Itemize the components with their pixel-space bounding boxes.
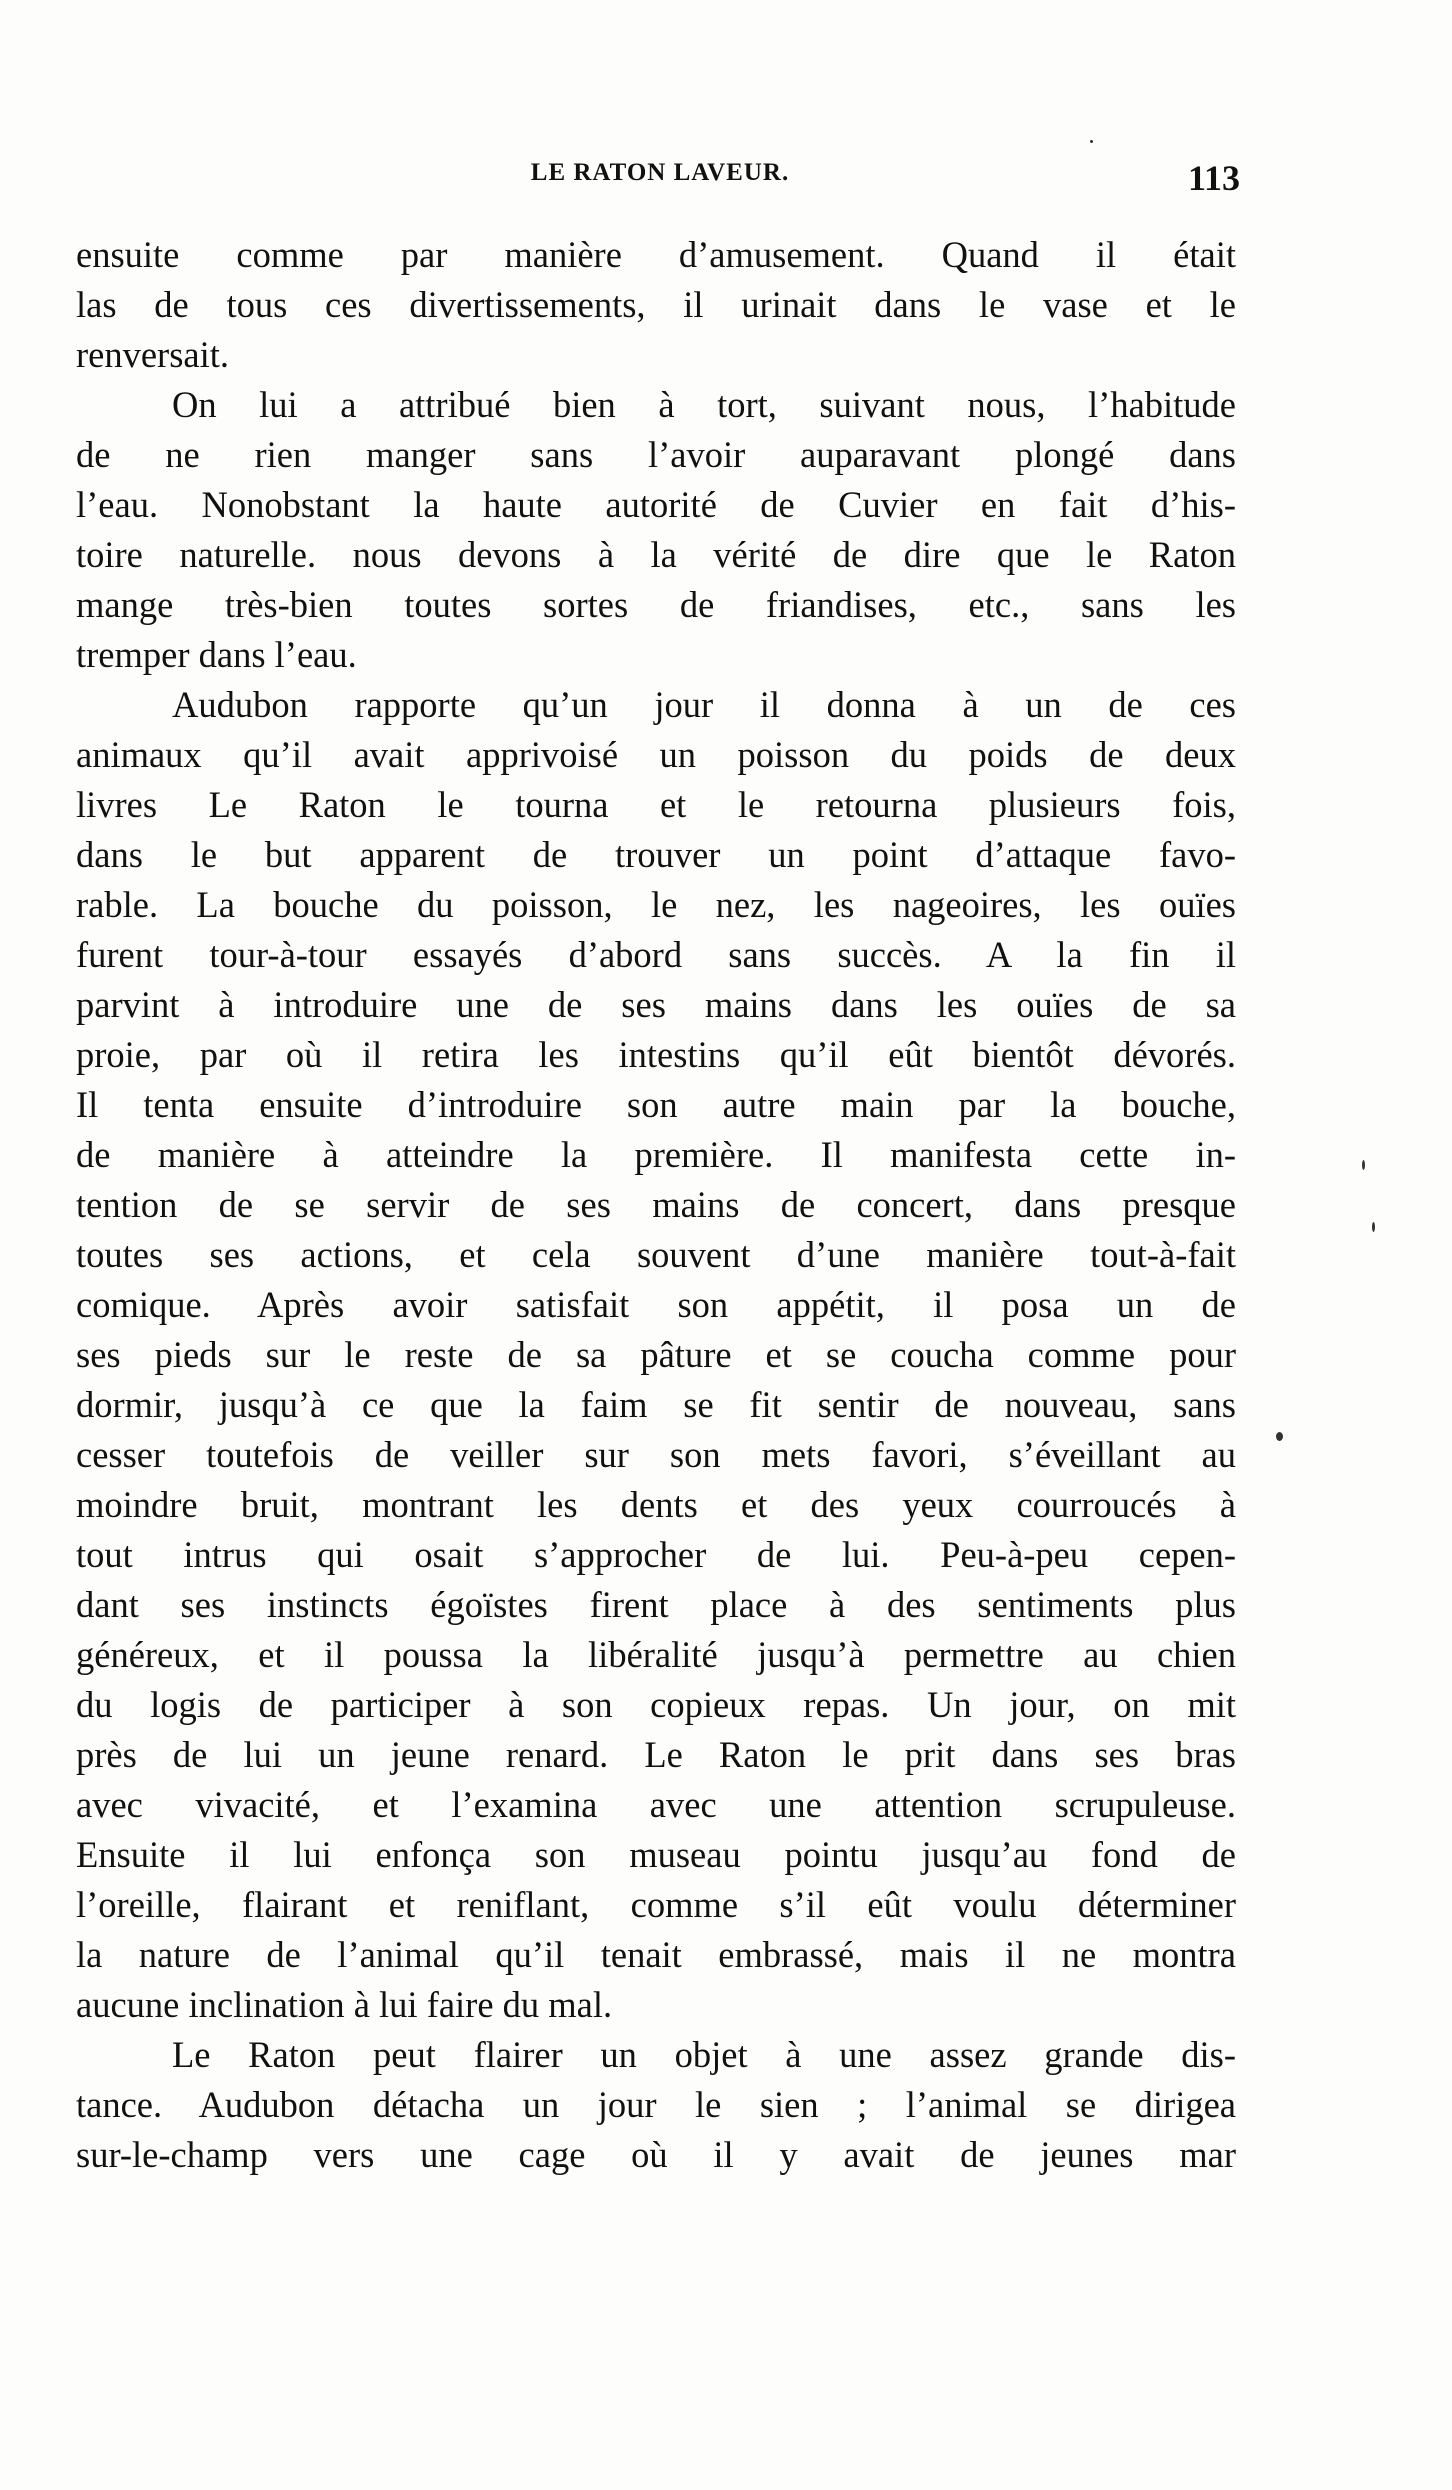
paragraph-2 [76, 380, 1236, 680]
text-line: Ensuite il lui enfonça son museau pointu jusqu’au fond de [76, 1834, 1236, 1875]
text-line: tention de se servir de ses mains de concert, dans presque [76, 1184, 1236, 1225]
text-line: la nature de l’animal qu’il tenait embrassé, mais il ne montra [76, 1934, 1236, 1975]
text-line: comique. Après avoir satisfait son appétit, il posa un de [76, 1284, 1236, 1325]
text-line: avec vivacité, et l’examina avec une attention scrupuleuse. [76, 1784, 1236, 1825]
scan-speck [1362, 1160, 1365, 1170]
text-line: généreux, et il poussa la libéralité jusqu’à permettre au chien [76, 1634, 1236, 1675]
paragraph-4 [76, 2030, 1236, 2180]
text-line: aucune inclination à lui faire du mal. [76, 1984, 613, 2025]
text-line: dant ses instincts égoïstes firent place à des sentiments plus [76, 1584, 1236, 1625]
text-line: dans le but apparent de trouver un point d’attaque favo- [76, 834, 1236, 875]
text-line: tout intrus qui osait s’approcher de lui. Peu-à-peu cepen- [76, 1534, 1236, 1575]
text-line: ses pieds sur le reste de sa pâture et se coucha comme pour [76, 1334, 1236, 1375]
text-line: sur-le-champ vers une cage où il y avait de jeunes mar [76, 2134, 1236, 2175]
text-line: l’eau. Nonobstant la haute autorité de Cuvier en fait d’his- [76, 484, 1236, 525]
text-line: animaux qu’il avait apprivoisé un poisson du poids de deux [76, 734, 1236, 775]
text-line: Le Raton peut flairer un objet à une assez grande dis- [172, 2034, 1236, 2075]
text-line: parvint à introduire une de ses mains dans les ouïes de sa [76, 984, 1236, 1025]
scan-speck [1090, 140, 1093, 143]
text-line: de manière à atteindre la première. Il manifesta cette in- [76, 1134, 1236, 1175]
page-number: 113 [1187, 158, 1240, 198]
text-line: Il tenta ensuite d’introduire son autre main par la bouche, [76, 1084, 1236, 1125]
running-head [80, 158, 1240, 208]
scan-speck [1372, 1222, 1375, 1232]
text-line: toire naturelle. nous devons à la vérité de dire que le Raton [76, 534, 1236, 575]
running-title: LE RATON LAVEUR. [530, 159, 790, 186]
text-line: l’oreille, flairant et reniflant, comme s’il eût voulu déterminer [76, 1884, 1236, 1925]
text-line: rable. La bouche du poisson, le nez, les nageoires, les ouïes [76, 884, 1236, 925]
text-line: tance. Audubon détacha un jour le sien ; l’animal se dirigea [76, 2084, 1236, 2125]
text-line: cesser toutefois de veiller sur son mets favori, s’éveillant au [76, 1434, 1236, 1475]
text-line: tremper dans l’eau. [76, 634, 357, 675]
paragraph-3 [76, 680, 1236, 2030]
body-text [76, 230, 1236, 2180]
text-line: toutes ses actions, et cela souvent d’une manière tout-à-fait [76, 1234, 1236, 1275]
text-line: moindre bruit, montrant les dents et des yeux courroucés à [76, 1484, 1236, 1525]
text-line: renversait. [76, 334, 230, 375]
text-line: On lui a attribué bien à tort, suivant nous, l’habitude [172, 384, 1236, 425]
text-line: Audubon rapporte qu’un jour il donna à un de ces [172, 684, 1236, 725]
text-line: ensuite comme par manière d’amusement. Quand il était [76, 234, 1236, 275]
text-line: de ne rien manger sans l’avoir auparavant plongé dans [76, 434, 1236, 475]
scan-speck [1276, 1432, 1283, 1441]
text-line: dormir, jusqu’à ce que la faim se fit sentir de nouveau, sans [76, 1384, 1236, 1425]
paragraph-1 [76, 230, 1236, 380]
text-line: las de tous ces divertissements, il urinait dans le vase et le [76, 284, 1236, 325]
text-line: livres Le Raton le tourna et le retourna plusieurs fois, [76, 784, 1236, 825]
text-line: proie, par où il retira les intestins qu’il eût bientôt dévorés. [76, 1034, 1236, 1075]
text-line: près de lui un jeune renard. Le Raton le prit dans ses bras [76, 1734, 1236, 1775]
text-line: mange très-bien toutes sortes de friandises, etc., sans les [76, 584, 1236, 625]
text-line: furent tour-à-tour essayés d’abord sans succès. A la fin il [76, 934, 1236, 975]
text-line: du logis de participer à son copieux repas. Un jour, on mit [76, 1684, 1236, 1725]
